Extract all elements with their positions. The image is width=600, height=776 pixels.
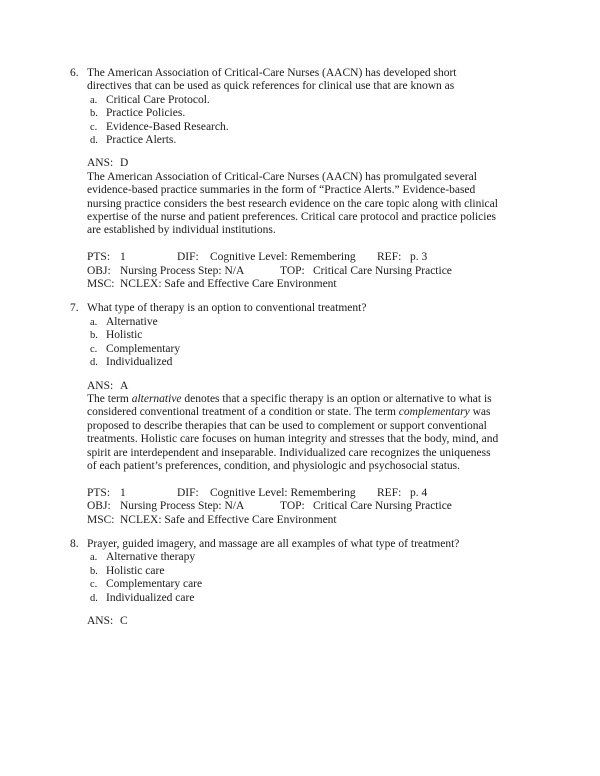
- meta-pair: [87, 251, 177, 264]
- meta-label: PTS:: [87, 486, 111, 499]
- meta-block: [87, 487, 540, 527]
- option-letter: d.: [90, 592, 98, 604]
- rationale-line: [87, 420, 540, 433]
- meta-pair: [87, 278, 337, 291]
- option-letter: c.: [90, 579, 98, 591]
- rationale-line: [87, 406, 540, 419]
- option-row: [90, 343, 540, 356]
- option-text: Individualized: [106, 356, 173, 369]
- meta-value: Nursing Process Step: N/A: [120, 500, 245, 513]
- meta-value: NCLEX: Safe and Effective Care Environment: [120, 278, 337, 291]
- answer-value: C: [120, 615, 128, 627]
- option-text: Evidence-Based Research.: [106, 120, 229, 133]
- text-line: directives that can be used as quick references for clinical use that are known as: [87, 80, 455, 93]
- meta-row: [87, 265, 540, 278]
- option-letter: d.: [90, 357, 98, 369]
- option-letter: c.: [90, 343, 98, 355]
- option-row: [90, 592, 540, 605]
- meta-pair: [377, 487, 427, 500]
- answer-value: D: [120, 157, 129, 170]
- option-text: Individualized care: [106, 591, 195, 604]
- option-row: [90, 107, 540, 120]
- meta-value: p. 3: [410, 251, 428, 264]
- rationale-line: [87, 171, 540, 184]
- question-7: [70, 302, 540, 526]
- rationale: [87, 171, 540, 238]
- meta-label: TOP:: [280, 500, 305, 513]
- meta-label: MSC:: [87, 278, 115, 291]
- option-row: [90, 134, 540, 147]
- meta-value: p. 4: [410, 486, 428, 499]
- question-stem: [87, 302, 540, 315]
- text-segment: considered conventional treatment of a condition or state. The term: [87, 406, 399, 419]
- meta-label: DIF:: [177, 486, 199, 499]
- question-stem: [87, 538, 540, 551]
- meta-label: MSC:: [87, 513, 115, 526]
- rationale-line: [87, 184, 540, 197]
- meta-pair: [87, 487, 177, 500]
- meta-row: [87, 251, 540, 264]
- meta-pair: [377, 251, 427, 264]
- option-text: Alternative: [106, 315, 158, 328]
- rationale-line: [87, 433, 540, 446]
- meta-label: REF:: [377, 251, 402, 264]
- text-line: What type of therapy is an option to conventional treatment?: [87, 302, 367, 315]
- option-text: Alternative therapy: [106, 551, 196, 564]
- question-number: 7.: [70, 302, 79, 315]
- meta-row: [87, 278, 540, 291]
- question-number: 8.: [70, 537, 79, 550]
- meta-row: [87, 514, 540, 527]
- meta-label: PTS:: [87, 251, 111, 264]
- answer-line: [87, 380, 540, 393]
- meta-label: OBJ:: [87, 264, 111, 277]
- answer-line: [87, 157, 540, 170]
- answer-options: [90, 551, 540, 605]
- option-row: [90, 316, 540, 329]
- option-row: [90, 356, 540, 369]
- text-segment: of each patient’s preferences, condition, and physiologic and psychosocial status.: [87, 459, 461, 472]
- meta-pair: [177, 251, 377, 264]
- meta-row: [87, 487, 540, 500]
- question-number: 6.: [70, 67, 79, 79]
- text-segment: The term: [87, 392, 132, 405]
- answer-value: A: [120, 379, 129, 392]
- meta-value: 1: [120, 251, 126, 264]
- answer-line: [87, 615, 540, 628]
- rationale: [87, 393, 540, 473]
- option-row: [90, 578, 540, 591]
- rationale-line: [87, 211, 540, 224]
- text-segment: treatments. Holistic care focuses on human integrity and stresses that the body, mind, and: [87, 433, 499, 446]
- rationale-line: [87, 393, 540, 406]
- option-letter: d.: [90, 135, 98, 147]
- text-segment: are established by individual institutions.: [87, 224, 276, 237]
- text-segment: expertise of the nurse and patient preferences. Critical care protocol and practice policies: [87, 211, 497, 224]
- meta-block: [87, 251, 540, 291]
- question-6: [70, 67, 540, 291]
- meta-value: Critical Care Nursing Practice: [313, 264, 452, 277]
- option-letter: b.: [90, 565, 98, 577]
- option-text: Practice Alerts.: [106, 134, 177, 147]
- text-segment: evidence-based practice summaries in the form of “Practice Alerts.” Evidence-based: [87, 184, 476, 197]
- meta-label: TOP:: [280, 264, 305, 277]
- option-row: [90, 551, 540, 564]
- meta-pair: [87, 265, 280, 278]
- meta-value: Cognitive Level: Remembering: [210, 251, 356, 264]
- meta-value: Cognitive Level: Remembering: [210, 486, 356, 499]
- option-letter: a.: [90, 316, 98, 328]
- meta-label: OBJ:: [87, 500, 111, 513]
- answer-label: ANS:: [87, 615, 114, 627]
- answer-label: ANS:: [87, 157, 114, 170]
- text-segment: spirit are interdependent and inseparable. Individualized care recognizes the uniqueness: [87, 446, 491, 459]
- text-segment: proposed to describe therapies that can be used to complement or support conventional: [87, 419, 487, 432]
- text-line: The American Association of Critical-Care Nurses (AACN) has developed short: [87, 67, 457, 79]
- option-text: Holistic care: [106, 564, 165, 577]
- option-text: Critical Care Protocol.: [106, 93, 210, 106]
- meta-pair: [280, 265, 452, 278]
- option-row: [90, 121, 540, 134]
- meta-value: 1: [120, 486, 126, 499]
- rationale-line: [87, 447, 540, 460]
- meta-pair: [87, 514, 337, 527]
- answer-options: [90, 316, 540, 370]
- rationale-line: [87, 224, 540, 237]
- text-segment: complementary: [398, 406, 470, 419]
- option-letter: b.: [90, 330, 98, 342]
- text-line: Prayer, guided imagery, and massage are all examples of what type of treatment?: [87, 537, 460, 550]
- meta-pair: [177, 487, 377, 500]
- rationale-line: [87, 198, 540, 211]
- question-stem: [87, 67, 540, 94]
- option-text: Complementary care: [106, 578, 203, 591]
- option-letter: a.: [90, 94, 98, 106]
- option-row: [90, 94, 540, 107]
- answer-options: [90, 94, 540, 148]
- meta-label: REF:: [377, 486, 402, 499]
- meta-value: Critical Care Nursing Practice: [313, 500, 452, 513]
- meta-row: [87, 500, 540, 513]
- meta-pair: [87, 500, 280, 513]
- question-8: [70, 538, 540, 628]
- text-segment: was: [469, 406, 491, 419]
- meta-value: Nursing Process Step: N/A: [120, 264, 245, 277]
- option-row: [90, 565, 540, 578]
- option-letter: b.: [90, 108, 98, 120]
- answer-label: ANS:: [87, 379, 114, 392]
- text-segment: denotes that a specific therapy is an option or alternative to what is: [181, 392, 492, 405]
- meta-label: DIF:: [177, 251, 199, 264]
- meta-value: NCLEX: Safe and Effective Care Environment: [120, 513, 337, 526]
- meta-pair: [280, 500, 452, 513]
- text-segment: nursing practice considers the best research evidence on the care topic along with clinical: [87, 197, 498, 210]
- option-text: Holistic: [106, 329, 143, 342]
- text-segment: alternative: [131, 392, 182, 405]
- rationale-line: [87, 460, 540, 473]
- option-letter: a.: [90, 552, 98, 564]
- option-text: Practice Policies.: [106, 107, 186, 120]
- text-segment: The American Association of Critical-Care Nurses (AACN) has promulgated several: [87, 170, 477, 183]
- option-letter: c.: [90, 121, 98, 133]
- option-row: [90, 329, 540, 342]
- option-text: Complementary: [106, 342, 181, 355]
